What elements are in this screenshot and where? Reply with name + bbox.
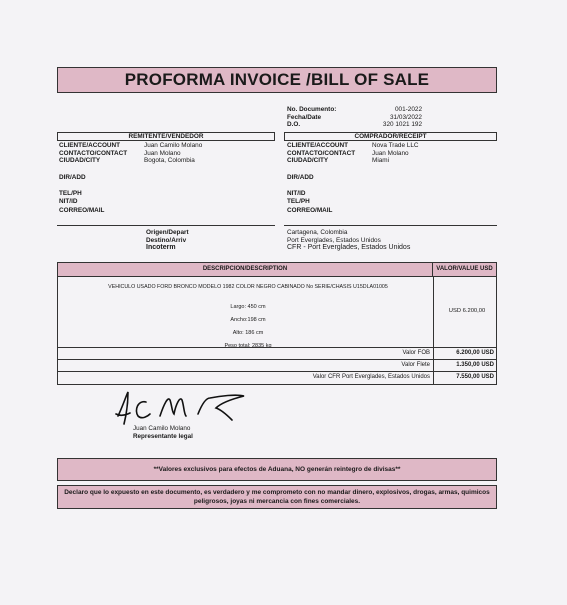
buyer-account-value: Nova Trade LLC <box>372 142 419 149</box>
declaration: Declaro que lo expuesto en este documento, es verdadero y me comprometo con no mandar dinero, explosivos, drogas, armas, quimicos peligrosos, joyas ni mercancia con fines comerciales. <box>57 485 497 509</box>
buyer-id-row <box>287 190 497 198</box>
signature-image <box>112 386 252 430</box>
sender-mail-label: CORREO/MAIL <box>59 206 105 214</box>
buyer-city-value: Miami <box>372 157 390 165</box>
origin-value: Cartagena, Colombia <box>287 229 348 236</box>
description-header: DESCRIPCION/DESCRIPTION <box>58 263 433 276</box>
sender-city-label: CIUDAD/CITY <box>59 157 101 165</box>
destination-label: Destino/Arriv <box>146 236 187 244</box>
doc-number-value: 001-2022 <box>394 106 422 113</box>
buyer-divider <box>284 225 497 226</box>
doc-do-label: D.O. <box>287 121 301 129</box>
shipping-incoterm-row <box>146 244 496 252</box>
cfr-label: Valor CFR Port Everglades, Estados Unidos <box>312 374 430 380</box>
fob-label: Valor FOB <box>402 350 430 356</box>
totals-divider <box>58 347 496 348</box>
signature-block <box>133 425 193 441</box>
document-info-values <box>378 106 422 129</box>
sender-account-label: CLIENTE/ACCOUNT <box>59 142 121 149</box>
shipping-block <box>146 229 496 252</box>
sender-id-row <box>59 198 274 206</box>
buyer-phone-label: TEL/PH <box>287 197 310 205</box>
sender-id-label: NIT/ID <box>59 197 78 205</box>
sender-heading: REMITENTE/VENDEDOR <box>57 132 275 141</box>
buyer-address-label: DIR/ADD <box>287 173 314 181</box>
sender-address-label: DIR/ADD <box>59 173 86 181</box>
shipping-origin-row <box>146 229 496 237</box>
sender-contact-row <box>59 150 274 158</box>
item-weight: Peso total: 2835 kg <box>224 343 272 349</box>
table-column-divider <box>433 276 434 384</box>
doc-do-value: 320 1021 192 <box>382 121 422 129</box>
sender-contact-label: CONTACTO/CONTACT <box>59 149 128 157</box>
buyer-phone-row <box>287 198 497 206</box>
buyer-account-row <box>287 142 497 150</box>
origin-label: Origen/Depart <box>146 229 189 236</box>
incoterm-label: Incoterm <box>146 244 176 252</box>
doc-date-label: Fecha/Date <box>287 113 322 121</box>
totals-row-divider <box>58 371 496 372</box>
buyer-city-label: CIUDAD/CITY <box>287 157 329 165</box>
buyer-address-row <box>287 174 497 182</box>
doc-number-label: No. Documento: <box>287 106 337 113</box>
buyer-contact-label: CONTACTO/CONTACT <box>287 149 356 157</box>
item-width: Ancho:198 cm <box>230 317 266 323</box>
item-description: VEHICULO USADO FORD BRONCO MODELO 1982 COLOR NEGRO CABINADO No SERIE/CHASIS U15DLA01005 <box>108 284 388 290</box>
sender-contact-value: Juan Molano <box>144 149 181 157</box>
sender-account-row <box>59 142 274 150</box>
item-specs <box>158 301 338 353</box>
item-value: USD 6.200,00 <box>448 308 486 314</box>
buyer-mail-row <box>287 207 497 215</box>
sender-account-value: Juan Camilo Molano <box>144 142 203 149</box>
fob-value: 6.200,00 USD <box>456 350 494 356</box>
sender-city-row <box>59 157 274 165</box>
freight-label: Valor Flete <box>401 362 430 368</box>
destination-value: Port Everglades, Estados Unidos <box>287 236 381 244</box>
doc-date-value: 31/03/2022 <box>390 113 422 121</box>
sender-divider <box>57 225 275 226</box>
sender-block <box>59 142 274 214</box>
invoice-title: PROFORMA INVOICE /BILL OF SALE <box>57 67 497 93</box>
sender-address-row <box>59 174 274 182</box>
value-header: VALOR/VALUE USD <box>436 266 493 272</box>
sender-city-value: Bogota, Colombia <box>144 157 195 165</box>
sender-phone-label: TEL/PH <box>59 190 82 198</box>
freight-value: 1.350,00 USD <box>456 362 494 368</box>
signer-role: Representante legal <box>133 433 193 440</box>
item-table <box>57 262 497 385</box>
buyer-account-label: CLIENTE/ACCOUNT <box>287 142 349 149</box>
document-info-labels <box>287 106 336 129</box>
buyer-city-row <box>287 157 497 165</box>
incoterm-value: CFR - Port Everglades, Estados Unidos <box>287 244 411 252</box>
customs-note: **Valores exclusivos para efectos de Aduana, NO generán reintegro de divisas** <box>57 458 497 481</box>
sender-mail-row <box>59 207 274 215</box>
buyer-id-label: NIT/ID <box>287 190 306 198</box>
totals-row-divider <box>58 359 496 360</box>
buyer-block <box>287 142 497 214</box>
cfr-value: 7.550,00 USD <box>456 374 494 380</box>
item-length: Largo: 450 cm <box>230 304 266 310</box>
table-header <box>58 263 496 277</box>
shipping-destination-row <box>146 237 496 245</box>
buyer-contact-value: Juan Molano <box>372 149 409 157</box>
buyer-mail-label: CORREO/MAIL <box>287 206 333 214</box>
item-height: Alto: 186 cm <box>232 330 264 336</box>
signer-name: Juan Camilo Molano <box>133 425 191 432</box>
buyer-heading: COMPRADOR/RECEIPT <box>284 132 497 141</box>
sender-phone-row <box>59 190 274 198</box>
buyer-contact-row <box>287 150 497 158</box>
